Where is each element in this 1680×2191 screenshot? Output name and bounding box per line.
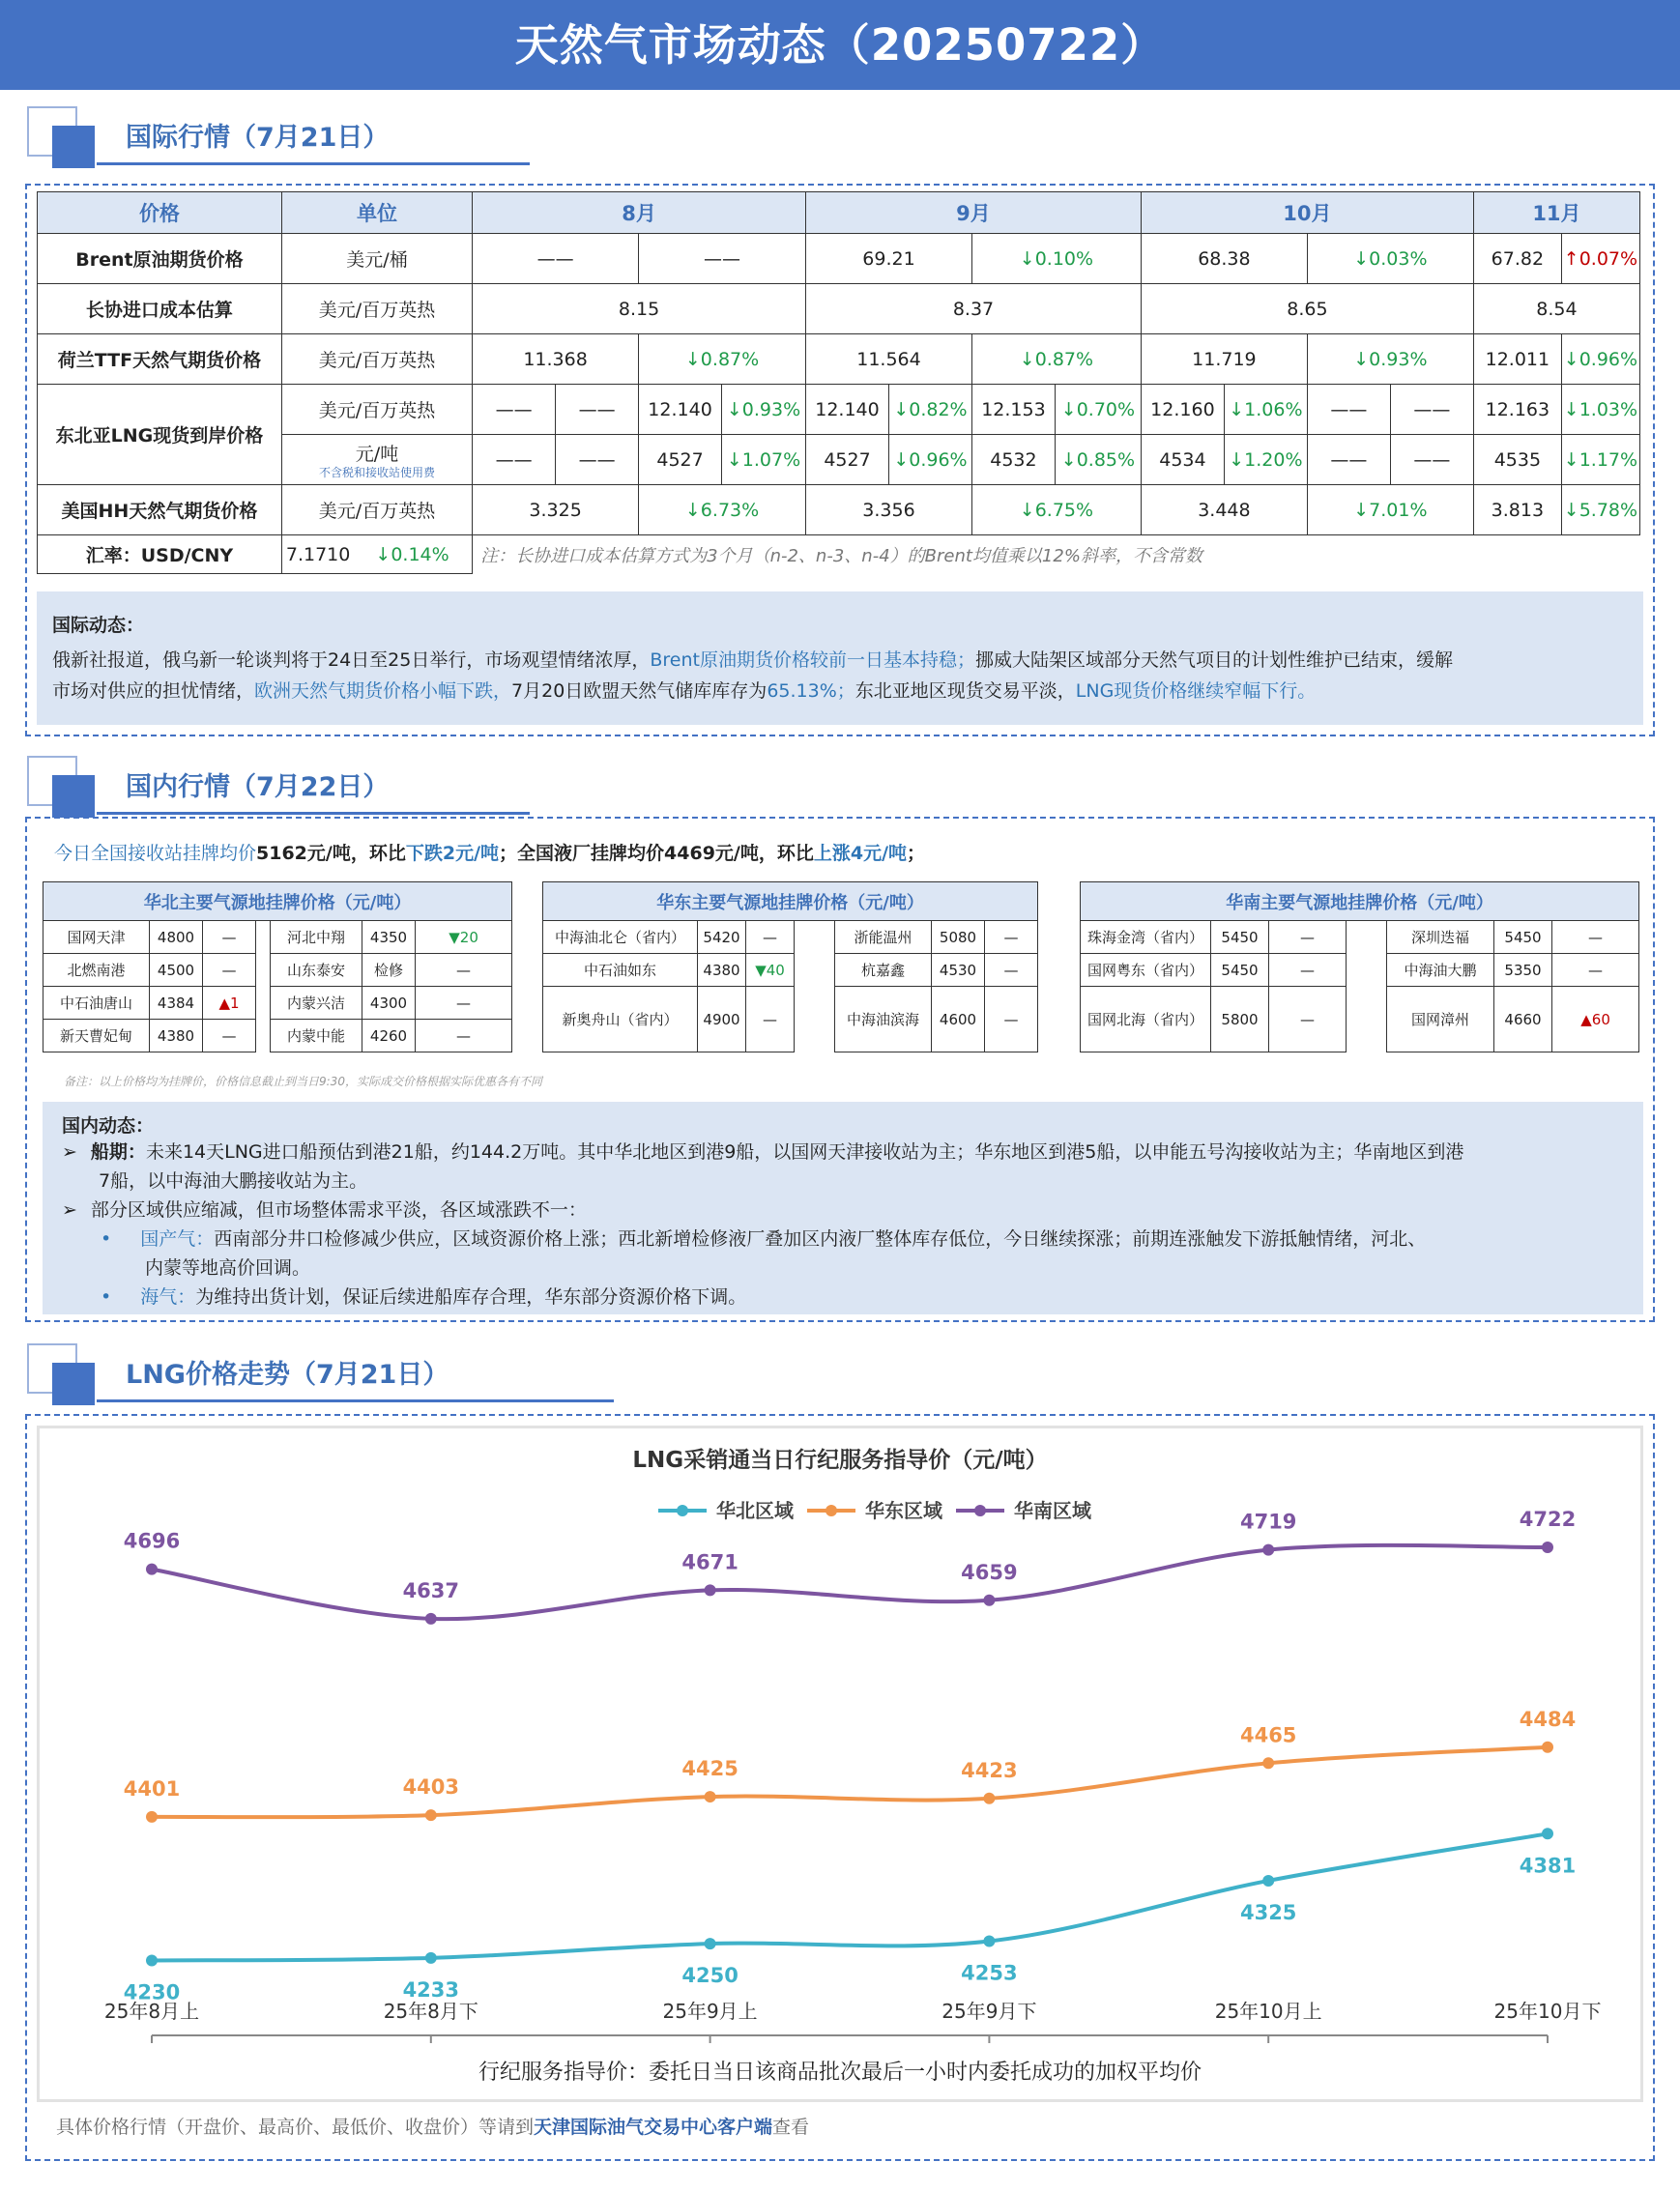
- value-cell: 11.368: [473, 334, 639, 385]
- change-cell: —: [416, 987, 512, 1020]
- change-cell: ↓5.78%: [1561, 485, 1639, 535]
- spacer: [256, 954, 271, 987]
- value-cell: ——: [1390, 385, 1473, 435]
- value-cell: 12.011: [1473, 334, 1561, 385]
- site-cell: 国网粤东（省内）: [1081, 954, 1211, 987]
- data-label: 4637: [402, 1578, 460, 1602]
- table-title: 华南主要气源地挂牌价格（元/吨）: [1081, 882, 1639, 921]
- table-note: 注：长协进口成本估算方式为3个月（n-2、n-3、n-4）的Brent均值乘以12%斜率，不含常数: [473, 535, 1640, 574]
- value-cell: 12.160: [1141, 385, 1224, 435]
- data-point: [983, 1595, 995, 1606]
- data-label: 4423: [961, 1758, 1018, 1782]
- change-cell: —: [746, 987, 795, 1052]
- news-text: 未来14天LNG进口船预估到港21船，约144.2万吨。其中华北地区到港9船，以国网天津接收站为主；华东地区到港5船，以申能五号沟接收站为主；华南地区到港: [145, 1141, 1464, 1163]
- site-cell: 国网漳州: [1387, 987, 1494, 1052]
- data-label: 4401: [123, 1776, 181, 1801]
- price-cell: 4530: [932, 954, 985, 987]
- news-text: 俄新社报道，俄乌新一轮谈判将于24日至25日举行，市场观望情绪浓厚，: [52, 649, 651, 671]
- change-cell: —: [203, 1020, 256, 1052]
- table-row: [43, 954, 512, 987]
- data-point: [1262, 1544, 1274, 1556]
- table-row: [43, 1020, 512, 1052]
- legend-marker: [677, 1505, 688, 1516]
- data-label: 4403: [402, 1775, 460, 1800]
- row-label: 荷兰TTF天然气期货价格: [38, 334, 282, 385]
- data-label: 4233: [402, 1977, 460, 2002]
- spacer: [1347, 954, 1387, 987]
- change-cell: ↓0.93%: [1307, 334, 1473, 385]
- site-cell: 深圳迭福: [1387, 921, 1494, 954]
- change-cell: ↑0.07%: [1561, 234, 1639, 284]
- table-row: [543, 921, 1038, 954]
- data-point: [1542, 1828, 1553, 1839]
- legend-marker: [826, 1505, 837, 1516]
- change-cell: ↓7.01%: [1307, 485, 1473, 535]
- news-text: 为维持出货计划，保证后续进船库存合理，华东部分资源价格下调。: [195, 1286, 747, 1308]
- data-label: 4696: [123, 1529, 181, 1553]
- table-row-neasia-usd: [38, 385, 1640, 435]
- domestic-news-panel: [43, 1102, 1643, 1314]
- chart-frame: [37, 1426, 1643, 2102]
- table-row: [1081, 954, 1639, 987]
- news-subitem: [62, 1225, 1624, 1283]
- news-text: 部分区域供应缩减，但市场整体需求平淡，各区域涨跌不一：: [90, 1199, 587, 1221]
- section-title: 国际行情（7月21日）: [126, 123, 390, 153]
- data-label: 4465: [1239, 1723, 1297, 1747]
- news-text: 东北亚地区现货交易平淡，: [854, 680, 1076, 702]
- row-label: 东北亚LNG现货到岸价格: [38, 385, 282, 485]
- value-cell: 12.140: [806, 385, 889, 435]
- east-price-table: [542, 881, 1038, 1052]
- price-cell: 4260: [362, 1020, 416, 1052]
- x-tick-label: 25年8月下: [383, 2000, 478, 2023]
- x-tick-label: 25年10月下: [1493, 2000, 1602, 2023]
- chart-x-axis: [104, 2000, 1602, 2043]
- x-tick-label: 25年8月上: [103, 2000, 200, 2023]
- section-header-intl: [27, 106, 510, 174]
- value-cell: ——: [556, 435, 639, 485]
- value-cell: 8.37: [806, 284, 1142, 334]
- summary-text: 上涨4元/吨: [813, 843, 908, 864]
- x-tick-label: 25年9月上: [662, 2000, 758, 2023]
- news-text: 7月20日欧盟天然气储库库存为: [511, 680, 768, 702]
- table-title: 华东主要气源地挂牌价格（元/吨）: [543, 882, 1038, 921]
- data-label: 4425: [681, 1757, 739, 1781]
- remark-text: 备注：以上价格均为挂牌价，价格信息截止到当日9:30，实际成交价格根据实际优惠各有不同: [64, 1075, 542, 1088]
- table-header-row: [38, 192, 1640, 234]
- value-cell: ——: [473, 435, 556, 485]
- unit-cell: 美元/百万英热: [281, 385, 472, 435]
- data-point: [425, 1809, 437, 1821]
- site-cell: 中海油滨海: [835, 987, 932, 1052]
- section-header-domestic: [27, 756, 510, 823]
- data-point: [705, 1584, 716, 1596]
- price-cell: 检修: [362, 954, 416, 987]
- site-cell: 浙能温州: [835, 921, 932, 954]
- site-cell: 新天曹妃甸: [43, 1020, 150, 1052]
- section-title: LNG价格走势（7月21日）: [126, 1360, 449, 1390]
- series-line: [152, 1747, 1548, 1817]
- col-header: 价格: [38, 192, 282, 234]
- section-title: 国内行情（7月22日）: [126, 772, 390, 802]
- change-cell: ▼20: [416, 921, 512, 954]
- price-cell: 4600: [932, 987, 985, 1052]
- bullet-dot-icon: •: [101, 1228, 112, 1250]
- price-cell: 4900: [698, 987, 746, 1052]
- value-cell: 69.21: [806, 234, 972, 284]
- intl-news-panel: [37, 591, 1643, 725]
- change-cell: —: [1269, 954, 1347, 987]
- change-cell: ↓0.96%: [1561, 334, 1639, 385]
- row-label: 美国HH天然气期货价格: [38, 485, 282, 535]
- site-cell: 新奥舟山（省内）: [543, 987, 698, 1052]
- chart-x-label: 行纪服务指导价：委托日当日该商品批次最后一小时内委托成功的加权平均价: [478, 2061, 1202, 2085]
- data-label: 4659: [961, 1560, 1018, 1584]
- legend-label: 华南区域: [1014, 1499, 1091, 1522]
- table-row-longterm: [38, 284, 1640, 334]
- fx-change: ↓0.14%: [375, 543, 449, 565]
- x-tick-label: 25年9月下: [941, 2000, 1037, 2023]
- news-highlight: LNG现货价格继续窄幅下行。: [1075, 680, 1317, 702]
- chart-legend: [658, 1499, 1092, 1522]
- value-cell: ——: [1307, 435, 1390, 485]
- spacer: [1347, 987, 1387, 1052]
- value-cell: 4534: [1141, 435, 1224, 485]
- data-label: 4719: [1239, 1510, 1297, 1534]
- table-row: [543, 954, 1038, 987]
- value-cell: 3.448: [1141, 485, 1307, 535]
- change-cell: —: [203, 954, 256, 987]
- news-subitem: [62, 1283, 1624, 1312]
- value-cell: 11.564: [806, 334, 972, 385]
- value-cell: 4527: [639, 435, 722, 485]
- series-line: [152, 1545, 1548, 1619]
- lng-price-chart: [40, 1428, 1640, 2099]
- price-cell: 5350: [1494, 954, 1552, 987]
- table-title: 华北主要气源地挂牌价格（元/吨）: [43, 882, 512, 921]
- summary-text: 今日全国接收站挂牌均价: [54, 843, 257, 864]
- section-underline: [97, 162, 530, 165]
- section-decoration: [52, 1363, 95, 1405]
- price-cell: 5450: [1494, 921, 1552, 954]
- site-cell: 杭嘉鑫: [835, 954, 932, 987]
- data-point: [1542, 1542, 1553, 1553]
- site-cell: 山东泰安: [271, 954, 362, 987]
- footer-text: 查看: [772, 2117, 810, 2138]
- table-row: [1081, 987, 1639, 1052]
- table-row: [43, 987, 512, 1020]
- data-label: 4250: [681, 1964, 739, 1988]
- data-label: 4381: [1519, 1854, 1577, 1878]
- change-cell: —: [203, 921, 256, 954]
- value-cell: 68.38: [1141, 234, 1307, 284]
- news-label: 国产气：: [140, 1228, 215, 1250]
- value-cell: 4535: [1473, 435, 1561, 485]
- page-title: 天然气市场动态（20250722）: [0, 0, 1680, 90]
- change-cell: ▲60: [1552, 987, 1639, 1052]
- north-price-table: [43, 881, 512, 1052]
- col-header: 11月: [1473, 192, 1639, 234]
- bullet-arrow-icon: ➢: [62, 1199, 77, 1221]
- change-cell: —: [985, 987, 1038, 1052]
- col-header: 单位: [281, 192, 472, 234]
- data-point: [146, 1564, 158, 1575]
- table-row-hh: [38, 485, 1640, 535]
- news-highlight: 欧洲天然气期货价格小幅下跌，: [254, 680, 512, 702]
- value-cell: ——: [1390, 435, 1473, 485]
- col-header: 10月: [1141, 192, 1473, 234]
- spacer: [1347, 921, 1387, 954]
- value-cell: 8.15: [473, 284, 806, 334]
- summary-text: 下跌2元/吨: [405, 843, 500, 864]
- data-point: [425, 1952, 437, 1964]
- section-underline: [97, 1399, 614, 1402]
- data-point: [983, 1936, 995, 1947]
- data-point: [1262, 1875, 1274, 1887]
- bullet-dot-icon: •: [101, 1286, 112, 1308]
- section-header-lng: [27, 1343, 607, 1411]
- data-point: [146, 1811, 158, 1823]
- price-cell: 5450: [1211, 954, 1269, 987]
- value-cell: ——: [1307, 385, 1390, 435]
- change-cell: ↓1.03%: [1561, 385, 1639, 435]
- price-cell: 4380: [698, 954, 746, 987]
- col-header: 8月: [473, 192, 806, 234]
- news-paragraph: [52, 645, 1628, 706]
- price-cell: 4660: [1494, 987, 1552, 1052]
- summary-text: 5162元/吨，环比: [256, 843, 406, 864]
- site-cell: 国网天津: [43, 921, 150, 954]
- news-heading: 国际动态：: [52, 615, 145, 636]
- price-cell: 5420: [698, 921, 746, 954]
- site-cell: 中石油如东: [543, 954, 698, 987]
- change-cell: ↓0.87%: [971, 334, 1141, 385]
- change-cell: ↓0.93%: [722, 385, 806, 435]
- news-text: 市场对供应的担忧情绪，: [52, 680, 255, 702]
- legend-marker: [974, 1505, 986, 1516]
- chart-title: LNG采销通当日行纪服务指导价（元/吨）: [632, 1448, 1048, 1473]
- section-decoration: [52, 126, 95, 168]
- data-label: 4230: [123, 1980, 181, 2004]
- price-cell: 4380: [150, 1020, 203, 1052]
- row-label: Brent原油期货价格: [38, 234, 282, 284]
- data-label: 4325: [1239, 1900, 1297, 1924]
- domestic-summary: [54, 839, 925, 865]
- row-label: 汇率：USD/CNY: [38, 535, 282, 574]
- data-label: 4671: [681, 1550, 739, 1574]
- spacer: [795, 987, 835, 1052]
- change-cell: —: [1552, 921, 1639, 954]
- unit-cell: 美元/百万英热: [281, 334, 472, 385]
- spacer: [795, 921, 835, 954]
- price-cell: 4500: [150, 954, 203, 987]
- unit-cell: 美元/百万英热: [281, 284, 472, 334]
- price-cell: 4800: [150, 921, 203, 954]
- change-cell: ↓0.85%: [1055, 435, 1141, 485]
- footer-text: 具体价格行情（开盘价、最高价、最低价、收盘价）等请到: [56, 2117, 535, 2138]
- price-cell: 4350: [362, 921, 416, 954]
- news-text: 内蒙等地高价回调。: [145, 1257, 311, 1279]
- series-line: [152, 1833, 1548, 1960]
- value-cell: 12.140: [639, 385, 722, 435]
- site-cell: 中海油北仑（省内）: [543, 921, 698, 954]
- change-cell: ↓0.96%: [888, 435, 971, 485]
- table-row: [1081, 921, 1639, 954]
- change-cell: ↓1.07%: [722, 435, 806, 485]
- site-cell: 珠海金湾（省内）: [1081, 921, 1211, 954]
- data-label: 4722: [1519, 1508, 1577, 1532]
- data-point: [983, 1793, 995, 1804]
- value-cell: 3.325: [473, 485, 639, 535]
- col-header: 9月: [806, 192, 1142, 234]
- site-cell: 内蒙兴洁: [271, 987, 362, 1020]
- unit-cell: [281, 435, 472, 485]
- spacer: [256, 1020, 271, 1052]
- table-row-brent: [38, 234, 1640, 284]
- site-cell: 中石油唐山: [43, 987, 150, 1020]
- change-cell: ↓0.10%: [971, 234, 1141, 284]
- change-cell: —: [416, 1020, 512, 1052]
- news-item: [62, 1138, 1624, 1196]
- change-cell: ↓0.87%: [639, 334, 806, 385]
- change-cell: ↓6.75%: [971, 485, 1141, 535]
- news-highlight: Brent原油期货价格较前一日基本持稳；: [650, 649, 975, 671]
- data-point: [705, 1791, 716, 1802]
- change-cell: —: [1552, 954, 1639, 987]
- price-cell: 5080: [932, 921, 985, 954]
- data-point: [705, 1938, 716, 1949]
- value-cell: ——: [556, 385, 639, 435]
- data-point: [146, 1954, 158, 1966]
- site-cell: 内蒙中能: [271, 1020, 362, 1052]
- data-label: 4484: [1519, 1707, 1577, 1731]
- news-label: 海气：: [140, 1286, 196, 1308]
- value-cell: 67.82: [1473, 234, 1561, 284]
- chart-series: [124, 1508, 1576, 2004]
- change-cell: ↓0.82%: [888, 385, 971, 435]
- spacer: [256, 987, 271, 1020]
- value-cell: 11.719: [1141, 334, 1307, 385]
- bullet-arrow-icon: ➢: [62, 1141, 77, 1163]
- footer-note: [56, 2113, 809, 2139]
- price-cell: 5800: [1211, 987, 1269, 1052]
- change-cell: ↓1.06%: [1224, 385, 1307, 435]
- news-text: 挪威大陆架区域部分天然气项目的计划性维护已结束，缓解: [974, 649, 1453, 671]
- x-tick-label: 25年10月上: [1214, 2000, 1322, 2023]
- value-cell: 12.153: [971, 385, 1055, 435]
- legend-label: 华东区域: [865, 1499, 942, 1522]
- change-cell: ↓6.73%: [639, 485, 806, 535]
- value-cell: ——: [473, 385, 556, 435]
- data-point: [1262, 1757, 1274, 1769]
- news-highlight: 65.13%；: [767, 680, 855, 702]
- value-cell: 12.163: [1473, 385, 1561, 435]
- change-cell: ↓1.17%: [1561, 435, 1639, 485]
- site-cell: 河北中翔: [271, 921, 362, 954]
- client-link[interactable]: 天津国际油气交易中心客户端: [534, 2117, 773, 2138]
- table-row: [43, 921, 512, 954]
- summary-text: 4469元/吨，环比: [664, 843, 814, 864]
- change-cell: ↓0.70%: [1055, 385, 1141, 435]
- change-cell: ▼40: [746, 954, 795, 987]
- price-cell: 4384: [150, 987, 203, 1020]
- section-decoration: [52, 775, 95, 818]
- summary-text: ；全国液厂挂牌均价: [499, 843, 665, 864]
- site-cell: 北燃南港: [43, 954, 150, 987]
- value-cell: 3.356: [806, 485, 972, 535]
- news-item: [62, 1196, 1624, 1225]
- table-row-fx: [38, 535, 1640, 574]
- row-label: 长协进口成本估算: [38, 284, 282, 334]
- price-cell: 4300: [362, 987, 416, 1020]
- news-text: 7船，以中海油大鹏接收站为主。: [99, 1170, 368, 1192]
- table-row: [543, 987, 1038, 1052]
- change-cell: —: [1269, 921, 1347, 954]
- value-cell: 4527: [806, 435, 889, 485]
- intl-price-table: [37, 191, 1640, 574]
- value-cell: 8.54: [1473, 284, 1639, 334]
- change-cell: ——: [639, 234, 806, 284]
- spacer: [795, 954, 835, 987]
- section-underline: [97, 812, 530, 815]
- news-text: 西南部分井口检修减少供应，区域资源价格上涨；西北新增检修液厂叠加区内液厂整体库存低位，今日继续探涨；前期连涨触发下游抵触情绪，河北、: [214, 1228, 1427, 1250]
- value-cell: 8.65: [1141, 284, 1473, 334]
- price-cell: 5450: [1211, 921, 1269, 954]
- unit-note: 不含税和接收站使用费: [318, 466, 435, 479]
- value-cell: ——: [473, 234, 639, 284]
- legend-label: 华北区域: [716, 1499, 794, 1522]
- news-heading: 国内动态：: [62, 1115, 155, 1137]
- change-cell: —: [985, 921, 1038, 954]
- unit-text: 元/吨: [355, 444, 399, 465]
- spacer: [256, 921, 271, 954]
- fx-cell: [281, 535, 472, 574]
- unit-cell: 美元/百万英热: [281, 485, 472, 535]
- summary-text: ；: [907, 843, 926, 864]
- change-cell: ↓1.20%: [1224, 435, 1307, 485]
- change-cell: —: [1269, 987, 1347, 1052]
- site-cell: 国网北海（省内）: [1081, 987, 1211, 1052]
- change-cell: —: [985, 954, 1038, 987]
- fx-value: 7.1710: [285, 543, 351, 565]
- unit-cell: 美元/桶: [281, 234, 472, 284]
- news-label: 船期：: [90, 1141, 146, 1163]
- value-cell: 3.813: [1473, 485, 1561, 535]
- site-cell: 中海油大鹏: [1387, 954, 1494, 987]
- data-point: [425, 1613, 437, 1625]
- table-row-ttf: [38, 334, 1640, 385]
- change-cell: ▲1: [203, 987, 256, 1020]
- south-price-table: [1080, 881, 1639, 1052]
- change-cell: —: [416, 954, 512, 987]
- data-point: [1542, 1742, 1553, 1753]
- change-cell: —: [746, 921, 795, 954]
- data-label: 4253: [961, 1961, 1018, 1985]
- change-cell: ↓0.03%: [1307, 234, 1473, 284]
- value-cell: 4532: [971, 435, 1055, 485]
